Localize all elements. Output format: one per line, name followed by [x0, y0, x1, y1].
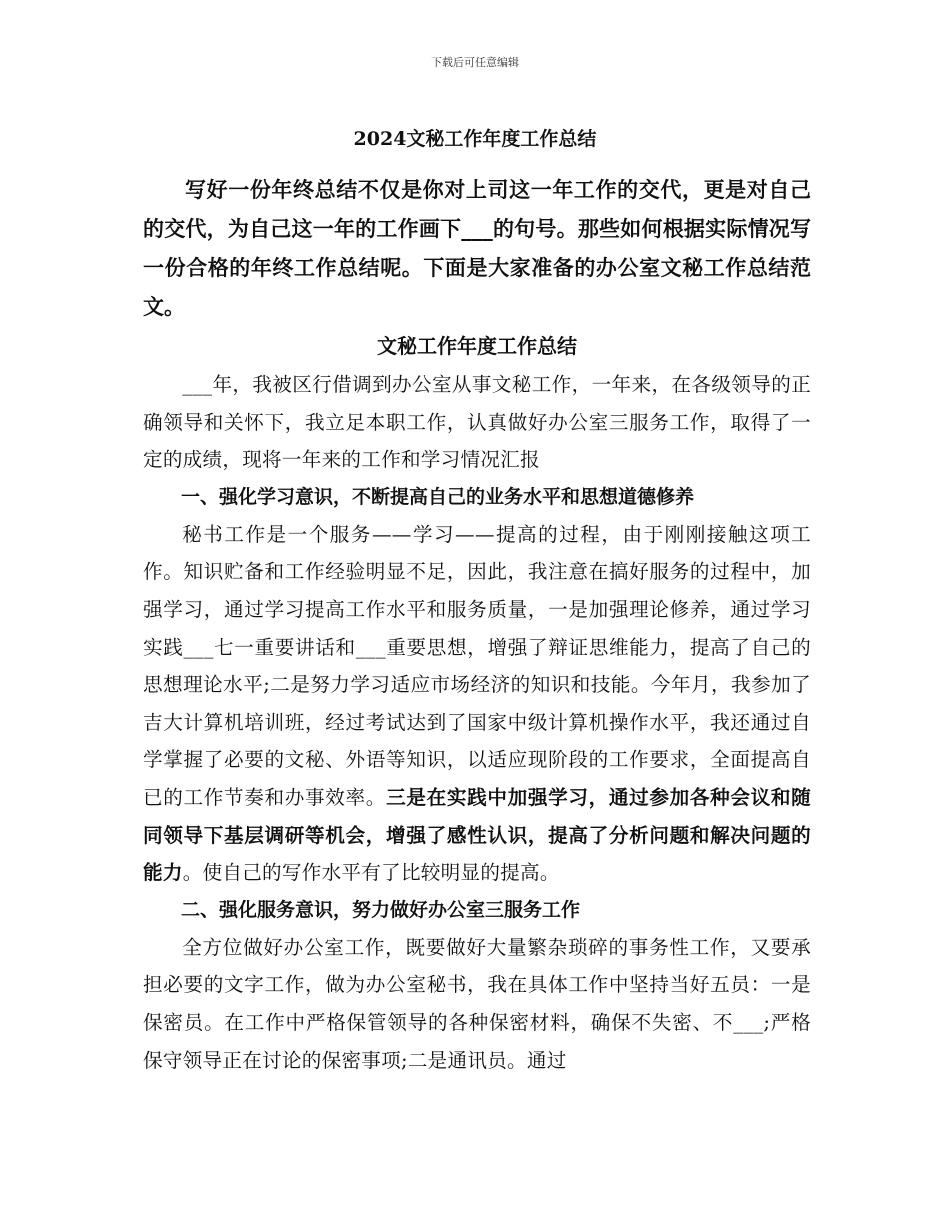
paragraph-2-part-a: 秘书工作是一个服务——学习——提高的过程，由于刚刚接触这项工作。知识贮备和工作经验明显不足，因此，我注意在搞好服务的过程中，加强学习，通过学习提高工作水平和服务质量，一是加强理论修养，通过学习实践___七一重要讲话和___重要思想，增强了辩证思维能力，提高了自己的思想理论水平;二是努力学习适应市场经济的知识和技能。今年月，我参加了吉大计算机培训班，经过考试达到了国家中级计算机操作水平，我还通过自学掌握了必要的文秘、外语等知识，以适应现阶段的工作要求，全面提高自已的工作节奏和办事效率。 — [143, 522, 811, 809]
paragraph-2 — [143, 516, 811, 892]
subtitle: 文秘工作年度工作总结 — [377, 334, 577, 358]
section-heading-2: 二、强化服务意识，努力做好办公室三服务工作 — [181, 898, 581, 921]
paragraph-2-bold-part: 三是在实践中加强学习，通过参加各种会议和随同领导下基层调研等机会，增强了感性认识，提高了分析问题和解决问题的能力 — [143, 785, 812, 885]
intro-paragraph: 写好一份年终总结不仅是你对上司这一年工作的交代，更是对自己的交代，为自己这一年的工作画下___的句号。那些如何根据实际情况写一份合格的年终工作总结呢。下面是大家准备的办公室文秘工作总结范文。 — [143, 177, 811, 319]
section-heading-1: 一、强化学习意识，不断提高自己的业务水平和思想道德修养 — [181, 485, 695, 508]
document-body — [143, 170, 811, 1079]
paragraph-1: ___年，我被区行借调到办公室从事文秘工作，一年来，在各级领导的正确领导和关怀下，我立足本职工作，认真做好办公室三服务工作，取得了一定的成绩，现将一年来的工作和学习情况汇报 — [143, 373, 811, 472]
paragraph-3: 全方位做好办公室工作，既要做好大量繁杂琐碎的事务性工作，又要承担必要的文字工作，做为办公室秘书，我在具体工作中坚持当好五员：一是保密员。在工作中严格保管领导的各种保密材料，确保不失密、不___;严格保守领导正在讨论的保密事项;二是通讯员。通过 — [143, 935, 811, 1072]
document-title: 2024文秘工作年度工作总结 — [353, 128, 597, 150]
paragraph-2-part-c: 。使自己的写作水平有了比较明显的提高。 — [182, 861, 560, 885]
header-note: 下载后可任意编辑 — [431, 56, 519, 69]
